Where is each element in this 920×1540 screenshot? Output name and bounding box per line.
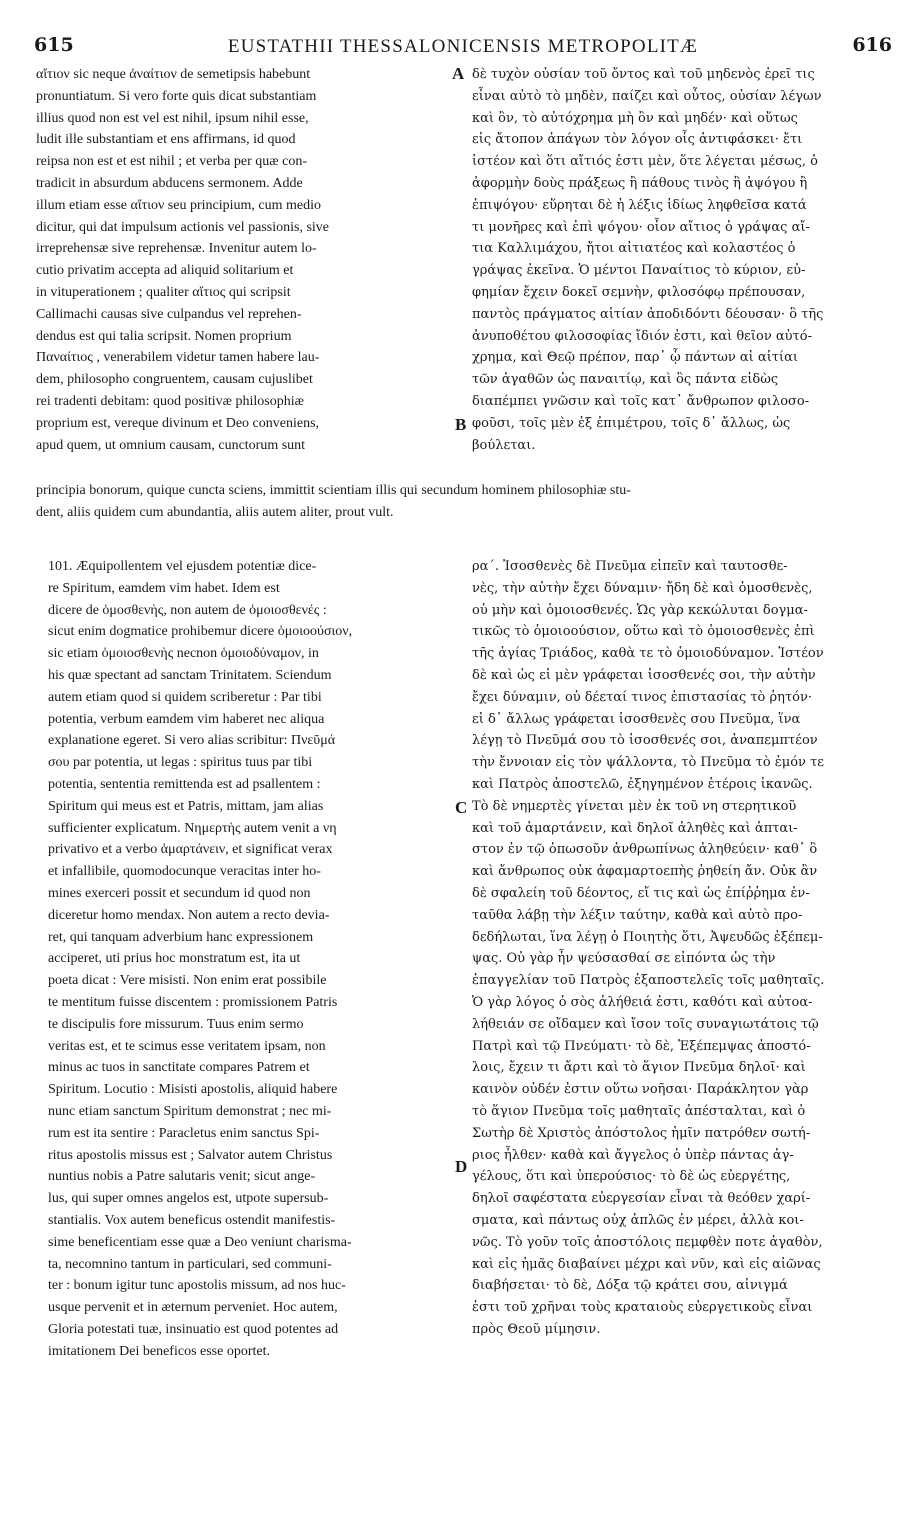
section-marker-d: D	[455, 1157, 468, 1176]
running-title: EUSTATHII THESSALONICENSIS METROPOLITÆ	[227, 36, 699, 57]
latin-column-section-101: 101. Æquipollentem vel ejusdem potentiæ dice- re Spiritum, eamdem vim habet. Idem est dicere de ὁμοσθενὴς, non autem de ὁμοιοσθενές : sicut enim dogmatice prohibemur dicere ὁμοιοούσιον, sic etiam ὁμοιοσθενὴς necnon ὁμοιοδύναμον, in his quæ spectant ad sanctam Trinitatem. Sciendum autem etiam quod si quidem scriberetur : Par tibi potentia, verbum eamdem vim haberet nec aliqua explanatione egeret. Si vero alias scribitur: Πνεῦμά σου par potentia, ut legas : spiritus tuus par tibi potentia, sententia remittenda est ad psallentem : Spiritum qui meus est et Patris, mittam, jam alias sufficienter explicatum. Νημερτὴς autem venit a νη privativo et a verbo ἁμαρτάνειν, et significat verax et infallibile, quomodocunque veracitas inter ho- mines exerceri possit et secundum id quod non diceretur homo mendax. Non autem a recto devia- ret, qui tanquam adverbium hanc expressionem acciperet, uti prius hoc monstratum est, ita ut poeta dicat : Vere misisti. Non enim erat possibile te mentitum fuisse discentem : promissionem Patris te discipulis fore missurum. Tuus enim sermo veritas est, et te scimus esse veritatem ipsam, non minus ac tuos in sanctitate compares Patrem et Spiritum. Locutio : Misisti apostolis, aliquid habere nunc etiam sanctum Spiritum demonstrat ; nec mi- rum est ita sentire : Paracletus enim sanctus Spi- ritus apostolis missus est ; Salvator autem Christus nuntius nobis a Patre salutaris venit; sicut ange- lus, qui super omnes angelos est, utpote supersub- stantialis. Vox autem beneficus ostendit manifestis- sime beneficentiam esse quæ a Deo veniunt charisma- ta, necomnino tantum in particulari, sed communi- ter : bonum igitur tunc apostolis missum, ad nos huc- usque pervenit et in æternum perveniet. Hoc autem, Gloria potestati tuæ, insinuatio est quod potentes ad imitationem Dei beneficos esse oportet.	[48, 559, 353, 1359]
greek-column-top: δὲ τυχὸν οὐσίαν τοῦ ὄντος καὶ τοῦ μηδενὸς ἐρεῖ τις εἶναι αὐτὸ τὸ μηδὲν, παίζει καὶ οὗτος, οὐσίαν λέγων καὶ ὂν, τὸ αὐτόχρημα μὴ ὂν καὶ μηδέν· καὶ οὕτως εἰς ἄτοπον ἀπάγων τὸν λόγον οἷς ἀντιφάσκει· ἔτι ἰστέον καὶ ὅτι αἴτιός ἐστι μὲν, ὅτε λέγεται μέσως, ὁ ἀφορμὴν δοὺς πράξεως ἢ πάθους τινὸς ἢ ἀψόγου ἢ ἐπιψόγου· εὕρηται δὲ ἡ λέξις ἰδίως ληφθεῖσα κατά τι μονῆρες καὶ ἐπὶ ψόγου· οἷον αἴτιος ὁ γράψας αἴ- τια Καλλιμάχου, ἤτοι αἰτιατέος καὶ κολαστέος ὁ γράψας ἐκεῖνα. Ὁ μέντοι Παναίτιος τὸ κύριον, εὐ- φημίαν ἔχειν δοκεῖ σεμνὴν, φιλοσόφῳ πρέπουσαν, παντὸς πράγματος αἰτίαν ἀποδιδόντι δέουσαν· ὃ τῆς ἀνυποθέτου φιλοσοφίας ἴδιόν ἐστι, καὶ θεῖον αὐτό- χρημα, καὶ Θεῷ πρέπον, παρ᾽ ᾧ πάντων αἱ αἰτίαι τῶν ἀγαθῶν ὡς παναιτίῳ, καὶ ὃς πάντα εἰδὼς διαπέμπει γνῶσιν καὶ τοῖς κατ᾽ ἄνθρωπον φιλοσο- φοῦσι, τοῖς μὲν ἐξ ἐπιμέτρου, τοῖς δ᾽ ἄλλως, ὡς βούλεται.	[472, 67, 824, 453]
page-header	[34, 34, 892, 62]
section-marker-b: B	[455, 415, 467, 434]
latin-column-top: αἴτιον sic neque ἀναίτιον de semetipsis habebunt pronuntiatum. Si vero forte quis dicat substantiam illius quod non est vel est nihil, ipsum nihil esse, ludit ille substantiam et ens affirmans, id quod reipsa non est et est nihil ; et verba per quæ con- tradicit in absurdum abducens sermonem. Adde illum etiam esse αἴτιον seu principium, cum medio dicitur, qui dat impulsum actionis vel passionis, sive irreprehensæ sive reprehensæ. Invenitur autem lo- cutio privatim accepta ad aliquid solitarium et in vituperationem ; qualiter αἴτιος qui scripsit Callimachi causas sive culpandus vel reprehen- dendus est qui talia scripsit. Nomen proprium Παναίτιος , venerabilem videtur tamen habere lau- dem, philosopho congruentem, causam cujuslibet rei tradenti debitam: quod positivæ philosophiæ proprium est, vereque divinum et Deo conveniens, apud quem, ut omnium causam, cunctorum sunt	[36, 67, 330, 453]
section-marker-c: C	[455, 798, 468, 817]
section-marker-a: A	[452, 64, 465, 83]
greek-column-section-101: ρα´. Ἰσοσθενὲς δὲ Πνεῦμα εἰπεῖν καὶ ταυτοσθε- νὲς, τὴν αὐτὴν ἔχει δύναμιν· ἤδη δὲ καὶ ὁμοσθενὲς, οὐ μὴν καὶ ὁμοιοσθενές. Ὡς γὰρ κεκώλυται δογμα- τικῶς τὸ ὁμοιοούσιον, οὕτω καὶ τὸ ὁμοιοσθενὲς ἐπὶ τῆς ἁγίας Τριάδος, καθὰ τε τὸ ὁμοιοδύναμον. Ἰστέον δὲ καὶ ὡς εἰ μὲν γράφεται ἰσοσθενές σοι, τὴν αὐτὴν ἔχει δύναμιν, οὐ δέεταί τινος ἐπιστασίας τὸ ῥητόν· εἰ δ᾽ ἄλλως γράφεται ἰσοσθενὲς σου Πνεῦμα, ἵνα λέγῃ τὸ Πνεῦμά σου τὸ ἰσοσθενές σοι, ἀναπεμπτέον τὴν ἔννοιαν εἰς τὸν ψάλλοντα, τὸ Πνεῦμα τὸ ἐμόν τε καὶ Πατρὸς ἀποστελῶ, ἐξηγημένον ἑτέροις ἱκανῶς. Τὸ δὲ νημερτὲς γίνεται μὲν ἐκ τοῦ νη στερητικοῦ καὶ τοῦ ἁμαρτάνειν, καὶ δηλοῖ ἀληθὲς καὶ ἀπται- στον ἐν τῷ ὁπωσοῦν ἀνθρωπίνως ἀληθεύειν· καθ᾽ ὃ καὶ ἄνθρωπος οὐκ ἀφαμαρτοεπὴς ῥηθείη ἄν. Οὐκ ἂν δὲ σφαλείη τοῦ δέοντος, εἴ τις καὶ ὡς ἐπίῤῥημα ἐν- ταῦθα λάβῃ τὴν λέξιν ταύτην, καθὰ καὶ αὐτὸ προ- δεδήλωται, ἵνα λέγῃ ὁ Ποιητὴς ὅτι, Ἀψευδῶς ἐξέπεμ- ψας. Οὐ γὰρ ἦν ψεύσασθαί σε εἰπόντα ὡς τὴν ἐπαγγελίαν τοῦ Πατρὸς ἐξαποστελεῖς τοῖς μαθηταῖς. Ὁ γὰρ λόγος ὁ σὸς ἀλήθειά ἐστι, καθότι καὶ αὐτοα- λήθειάν σε οἴδαμεν καὶ ἴσον τοῖς συναγιωτάτοις τῷ Πατρὶ καὶ τῷ Πνεύματι· τὸ δὲ, Ἐξέπεμψας ἀποστό- λοις, ἔχειν τι ἄρτι καὶ τὸ ἅγιον Πνεῦμα δηλοῖ· καὶ καινὸν οὐδέν ἐστιν οὕτω νοῆσαι· Παράκλητον γὰρ τὸ ἅγιον Πνεῦμα τοῖς μαθηταῖς ἀπέσταλται, καὶ ὁ Σωτὴρ δὲ Χριστὸς ἀπόστολος ἡμῖν πατρόθεν σωτή- ριος ἦλθεν· καθὰ καὶ ἄγγελος ὁ ὑπὲρ πάντας ἀγ- γέλους, ὅτι καὶ ὑπερούσιος· τὸ δὲ ὡς εὐεργέτης, δηλοῖ σαφέστατα εὐεργεσίαν εἶναι τὰ θεόθεν χαρί- σματα, καὶ πάντως οὐχ ἁπλῶς ἐν μέρει, ἀλλὰ κοι- νῶς. Τὸ γοῦν τοῖς ἀποστόλοις πεμφθὲν ποτε ἀγαθὸν, καὶ εἰς ἡμᾶς διαβαίνει μέχρι καὶ νῦν, καὶ εἰς αἰῶνας διαβήσεται· τὸ δὲ, Δόξα τῷ κράτει σου, αἰνιγμά ἐστι τοῦ χρῆναι τοὺς κραταιοὺς εὐεργετικοὺς εἶναι πρὸς Θεοῦ μίμησιν.	[472, 559, 825, 1337]
page-number-right: 616	[852, 34, 892, 56]
latin-spanning-lines: principia bonorum, quique cuncta sciens, immittit scientiam illis qui secundum hominem philosophiæ stu- dent, aliis quidem cum abundantia, aliis autem aliter, prout vult.	[36, 483, 631, 520]
page-number-left: 615	[34, 34, 74, 56]
